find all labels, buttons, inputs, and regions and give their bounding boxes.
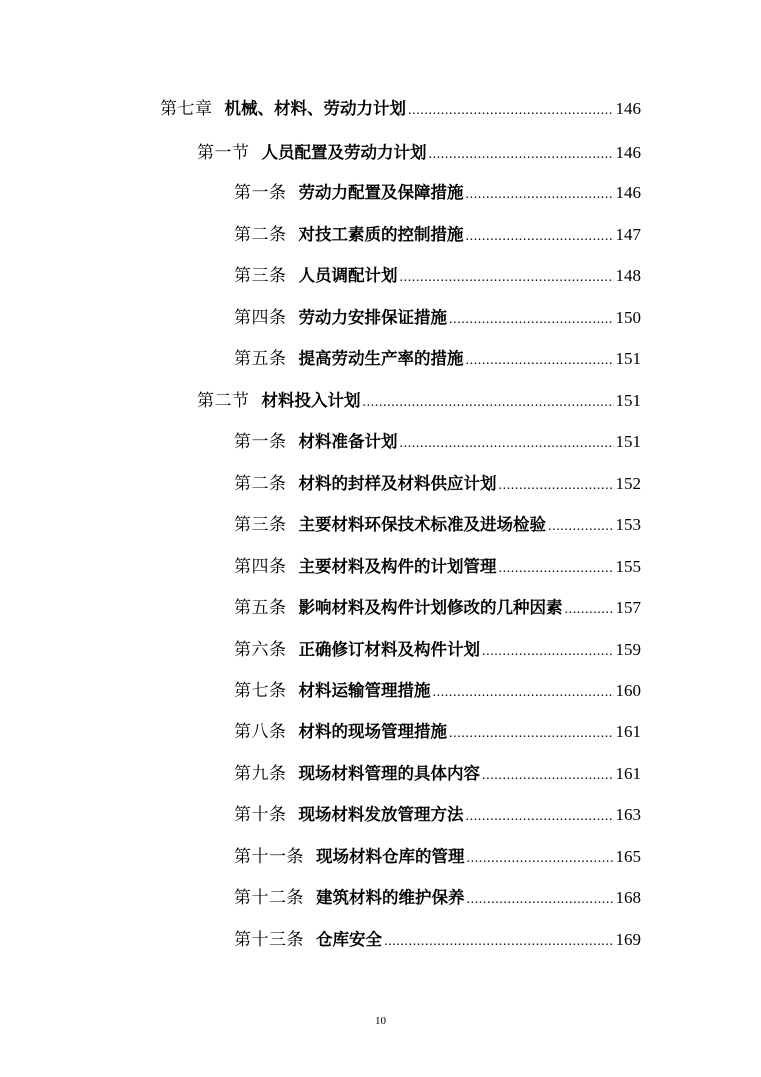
toc-entry-page: 147 bbox=[615, 225, 641, 244]
toc-entry-number: 第一条 bbox=[234, 432, 287, 452]
toc-entry-page: 146 bbox=[615, 143, 641, 162]
toc-entry-number: 第十条 bbox=[234, 805, 287, 825]
toc-entry-article[interactable] bbox=[234, 719, 641, 745]
toc-leader-dots bbox=[449, 721, 614, 747]
toc-entry-page: 169 bbox=[615, 930, 641, 949]
toc-entry-number: 第八条 bbox=[234, 722, 287, 742]
toc-entry-title: 人员调配计划 bbox=[298, 266, 398, 285]
toc-entry-title: 材料准备计划 bbox=[298, 432, 398, 451]
toc-leader-dots bbox=[565, 597, 614, 623]
toc-entry-page: 161 bbox=[615, 722, 641, 741]
toc-entry-page: 150 bbox=[615, 308, 641, 327]
toc-entry-number: 第十三条 bbox=[234, 930, 304, 950]
toc-entry-title: 正确修订材料及构件计划 bbox=[298, 640, 480, 659]
toc-entry-article[interactable] bbox=[234, 263, 641, 289]
toc-entry-title: 材料的封样及材料供应计划 bbox=[298, 474, 497, 493]
toc-entry-number: 第十一条 bbox=[234, 847, 304, 867]
toc-leader-dots bbox=[363, 390, 614, 416]
toc-entry-title: 现场材料发放管理方法 bbox=[298, 805, 464, 824]
toc-entry-number: 第四条 bbox=[234, 557, 287, 577]
toc-leader-dots bbox=[548, 514, 614, 540]
toc-entry-number: 第五条 bbox=[234, 349, 287, 369]
toc-entry-title: 仓库安全 bbox=[316, 930, 382, 949]
toc-leader-dots bbox=[467, 887, 614, 913]
toc-entry-page: 152 bbox=[615, 474, 641, 493]
toc-entry-number: 第五条 bbox=[234, 598, 287, 618]
toc-entry-article[interactable] bbox=[234, 678, 641, 704]
toc-entry-article[interactable] bbox=[234, 554, 641, 580]
toc-entry-number: 第七条 bbox=[234, 681, 287, 701]
toc-leader-dots bbox=[467, 846, 614, 872]
toc-entry-title: 材料运输管理措施 bbox=[298, 681, 431, 700]
toc-entry-page: 165 bbox=[615, 847, 641, 866]
toc-entry-page: 163 bbox=[615, 805, 641, 824]
toc-entry-title: 主要材料及构件的计划管理 bbox=[298, 557, 497, 576]
toc-entry-chapter[interactable] bbox=[160, 96, 641, 122]
toc-entry-number: 第三条 bbox=[234, 266, 287, 286]
toc-entry-page: 160 bbox=[615, 681, 641, 700]
toc-leader-dots bbox=[466, 804, 614, 830]
toc-leader-dots bbox=[499, 473, 614, 499]
toc-entry-article[interactable] bbox=[234, 471, 641, 497]
toc-entry-number: 第六条 bbox=[234, 640, 287, 660]
toc-entry-article[interactable] bbox=[234, 429, 641, 455]
toc-leader-dots bbox=[408, 98, 614, 124]
toc-entry-section[interactable] bbox=[197, 388, 641, 414]
toc-entry-title: 材料投入计划 bbox=[261, 391, 361, 410]
toc-entry-article[interactable] bbox=[234, 595, 641, 621]
toc-entry-page: 146 bbox=[615, 183, 641, 202]
toc-leader-dots bbox=[384, 929, 614, 955]
toc-entry-article[interactable] bbox=[234, 637, 641, 663]
toc-entry-number: 第九条 bbox=[234, 764, 287, 784]
toc-entry-page: 153 bbox=[615, 515, 641, 534]
toc-entry-page: 157 bbox=[615, 598, 641, 617]
toc-entry-number: 第四条 bbox=[234, 308, 287, 328]
toc-entry-title: 劳动力配置及保障措施 bbox=[298, 183, 464, 202]
toc-leader-dots bbox=[482, 639, 614, 665]
toc-entry-number: 第二节 bbox=[197, 391, 250, 411]
toc-entry-article[interactable] bbox=[234, 844, 641, 870]
toc-entry-title: 影响材料及构件计划修改的几种因素 bbox=[298, 598, 563, 617]
toc-entry-article[interactable] bbox=[234, 885, 641, 911]
toc-entry-section[interactable] bbox=[197, 140, 641, 166]
toc-entry-page: 151 bbox=[615, 432, 641, 451]
toc-entry-page: 168 bbox=[615, 888, 641, 907]
toc-leader-dots bbox=[400, 265, 614, 291]
toc-entry-page: 161 bbox=[615, 764, 641, 783]
toc-entry-page: 151 bbox=[615, 349, 641, 368]
toc-leader-dots bbox=[482, 763, 614, 789]
toc-entry-title: 材料的现场管理措施 bbox=[298, 722, 447, 741]
toc-entry-article[interactable] bbox=[234, 180, 641, 206]
toc-entry-number: 第一节 bbox=[197, 143, 250, 163]
toc-entry-article[interactable] bbox=[234, 761, 641, 787]
toc-entry-page: 151 bbox=[615, 391, 641, 410]
toc-entry-title: 主要材料环保技术标准及进场检验 bbox=[298, 515, 546, 534]
toc-entry-number: 第二条 bbox=[234, 225, 287, 245]
toc-entry-title: 建筑材料的维护保养 bbox=[316, 888, 465, 907]
toc-leader-dots bbox=[499, 556, 614, 582]
toc-entry-number: 第一条 bbox=[234, 183, 287, 203]
toc-leader-dots bbox=[449, 307, 614, 333]
toc-entry-title: 现场材料仓库的管理 bbox=[316, 847, 465, 866]
toc-entry-article[interactable] bbox=[234, 346, 641, 372]
toc-entry-title: 提高劳动生产率的措施 bbox=[298, 349, 464, 368]
toc-leader-dots bbox=[466, 224, 614, 250]
toc-entry-article[interactable] bbox=[234, 222, 641, 248]
toc-entry-article[interactable] bbox=[234, 512, 641, 538]
toc-entry-number: 第七章 bbox=[160, 99, 213, 119]
toc-entry-page: 148 bbox=[615, 266, 641, 285]
toc-entry-number: 第三条 bbox=[234, 515, 287, 535]
toc-entry-page: 146 bbox=[615, 99, 641, 118]
toc-leader-dots bbox=[400, 431, 614, 457]
toc-leader-dots bbox=[466, 348, 614, 374]
toc-leader-dots bbox=[433, 680, 614, 706]
toc-entry-article[interactable] bbox=[234, 305, 641, 331]
toc-entry-article[interactable] bbox=[234, 927, 641, 953]
toc-entry-page: 155 bbox=[615, 557, 641, 576]
toc-entry-article[interactable] bbox=[234, 802, 641, 828]
toc-entry-title: 对技工素质的控制措施 bbox=[298, 225, 464, 244]
toc-entry-title: 机械、材料、劳动力计划 bbox=[224, 99, 406, 118]
toc-leader-dots bbox=[466, 182, 614, 208]
toc-entry-title: 劳动力安排保证措施 bbox=[298, 308, 447, 327]
page-number: 10 bbox=[375, 1015, 386, 1027]
toc-entry-title: 现场材料管理的具体内容 bbox=[298, 764, 480, 783]
toc-entry-page: 159 bbox=[615, 640, 641, 659]
toc-entry-title: 人员配置及劳动力计划 bbox=[261, 143, 427, 162]
toc-leader-dots bbox=[429, 142, 614, 168]
toc-entry-number: 第二条 bbox=[234, 474, 287, 494]
toc-entry-number: 第十二条 bbox=[234, 888, 304, 908]
